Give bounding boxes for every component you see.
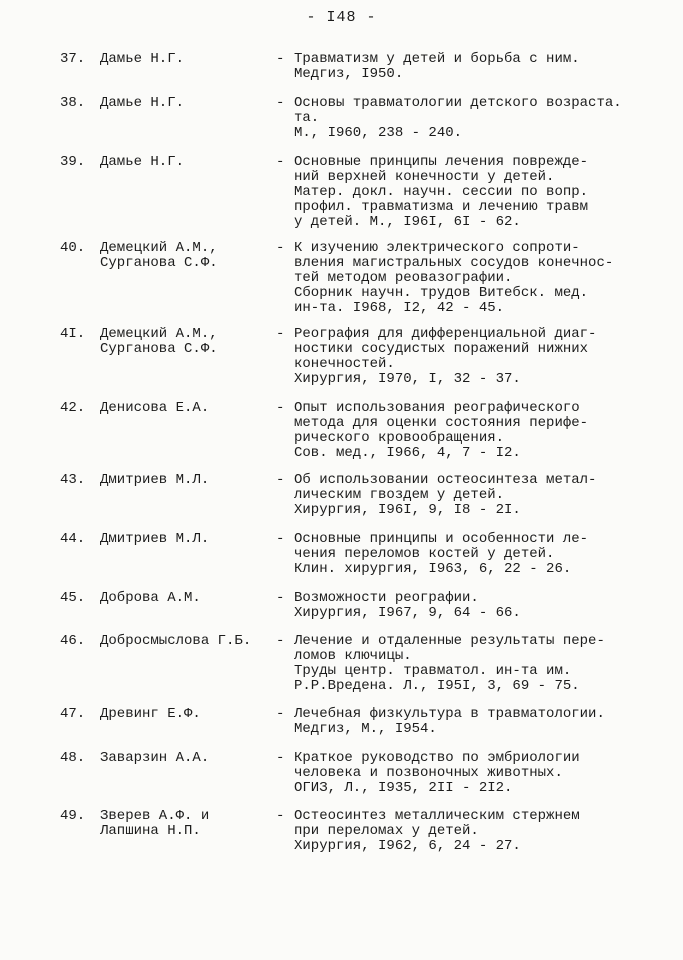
entry-author: Древинг Е.Ф. <box>100 706 201 722</box>
entry-line: вления магистральных сосудов конечнос- <box>294 255 614 271</box>
entry-number: 44. <box>60 531 86 547</box>
entry-line: ний верхней конечности у детей. <box>294 169 555 185</box>
entry-dash: - <box>276 95 285 111</box>
entry-line: тей методом реовазографии. <box>294 270 513 286</box>
entry-line: Труды центр. травматол. ин-та им. <box>294 663 572 679</box>
entry-line: Травматизм у детей и борьба с ним. <box>294 51 580 67</box>
entry-number: 47. <box>60 706 86 722</box>
entry-number: 42. <box>60 400 86 416</box>
entry-text <box>294 809 654 854</box>
entry-dash: - <box>276 326 285 342</box>
entry-text <box>294 473 654 518</box>
entry-line: Хирургия, I970, I, 32 - 37. <box>294 371 521 387</box>
entry-line: Хирургия, I962, 6, 24 - 27. <box>294 838 521 854</box>
entry-line: Лечение и отдаленные результаты пере- <box>294 633 605 649</box>
entry-number: 43. <box>60 472 86 488</box>
entry-author: Дамье Н.Г. <box>100 95 185 111</box>
entry-line: Опыт использования реографического <box>294 400 580 416</box>
entry-line: лическим гвоздем у детей. <box>294 487 505 503</box>
entry-text <box>294 327 654 387</box>
entry-line: профил. травматизма и лечению травм <box>294 199 589 215</box>
entry-author: Заварзин А.А. <box>100 750 210 766</box>
entry-dash: - <box>276 154 285 170</box>
entry-line: рического кровообращения. <box>294 430 505 446</box>
entry-dash: - <box>276 51 285 67</box>
entry-text <box>294 591 654 621</box>
entry-text <box>294 52 654 82</box>
entry-text <box>294 155 654 230</box>
entry-line: человека и позвоночных животных. <box>294 765 563 781</box>
entry-number: 45. <box>60 590 86 606</box>
entry-line: Лечебная физкультура в травматологии. <box>294 706 605 722</box>
entry-line: чения переломов костей у детей. <box>294 546 555 562</box>
entry-author: Дамье Н.Г. <box>100 154 185 170</box>
entry-line: при переломах у детей. <box>294 823 479 839</box>
entry-dash: - <box>276 531 285 547</box>
entry-text <box>294 634 654 694</box>
entry-line: ностики сосудистых поражений нижних <box>294 341 589 357</box>
entry-number: 37. <box>60 51 86 67</box>
entry-number: 48. <box>60 750 86 766</box>
entry-dash: - <box>276 240 285 256</box>
entry-author: Добросмыслова Г.Б. <box>100 633 252 649</box>
entry-author: Демецкий А.М., Сурганова С.Ф. <box>100 240 218 271</box>
entry-dash: - <box>276 400 285 416</box>
entry-line: К изучению электрического сопроти- <box>294 240 580 256</box>
entry-line: Основы травматологии детского возраста. <box>294 95 622 111</box>
entry-dash: - <box>276 590 285 606</box>
entry-author: Дмитриев М.Л. <box>100 531 210 547</box>
entry-line: ОГИЗ, Л., I935, 2II - 2I2. <box>294 780 513 796</box>
entry-number: 46. <box>60 633 86 649</box>
entry-line: Сов. мед., I966, 4, 7 - I2. <box>294 445 521 461</box>
entry-dash: - <box>276 808 285 824</box>
entry-line: Сборник научн. трудов Витебск. мед. <box>294 285 589 301</box>
entry-line: Медгиз, I950. <box>294 66 404 82</box>
entry-author: Демецкий А.М., Сурганова С.Ф. <box>100 326 218 357</box>
entry-dash: - <box>276 706 285 722</box>
entry-line: конечностей. <box>294 356 395 372</box>
entry-number: 39. <box>60 154 86 170</box>
entry-line: Об использовании остеосинтеза метал- <box>294 472 597 488</box>
entry-number: 49. <box>60 808 86 824</box>
entry-line: М., I960, 238 - 240. <box>294 125 463 141</box>
entry-author: Денисова Е.А. <box>100 400 210 416</box>
entry-author: Доброва А.М. <box>100 590 201 606</box>
entry-author: Дмитриев М.Л. <box>100 472 210 488</box>
entry-dash: - <box>276 750 285 766</box>
entry-line: ломов ключицы. <box>294 648 412 664</box>
entry-text <box>294 241 654 316</box>
entry-line: та. <box>294 110 320 126</box>
entry-dash: - <box>276 472 285 488</box>
entry-text <box>294 751 654 796</box>
entry-text <box>294 96 654 141</box>
entry-author: Дамье Н.Г. <box>100 51 185 67</box>
entry-text <box>294 532 654 577</box>
entry-number: 38. <box>60 95 86 111</box>
entry-line: метода для оценки состояния перифе- <box>294 415 589 431</box>
entry-line: Матер. докл. научн. сессии по вопр. <box>294 184 589 200</box>
entry-text <box>294 707 654 737</box>
entry-line: ин-та. I968, I2, 42 - 45. <box>294 300 505 316</box>
entry-line: Основные принципы и особенности ле- <box>294 531 589 547</box>
entry-line: Хирургия, I96I, 9, I8 - 2I. <box>294 502 521 518</box>
entry-line: Хирургия, I967, 9, 64 - 66. <box>294 605 521 621</box>
entry-text <box>294 401 654 461</box>
entry-line: Возможности реографии. <box>294 590 479 606</box>
entry-number: 4I. <box>60 326 86 342</box>
entry-line: у детей. М., I96I, 6I - 62. <box>294 214 521 230</box>
entry-line: Р.Р.Вредена. Л., I95I, 3, 69 - 75. <box>294 678 580 694</box>
entry-line: Клин. хирургия, I963, 6, 22 - 26. <box>294 561 572 577</box>
entry-dash: - <box>276 633 285 649</box>
entry-line: Медгиз, М., I954. <box>294 721 437 737</box>
entry-line: Основные принципы лечения поврежде- <box>294 154 589 170</box>
entry-line: Краткое руководство по эмбриологии <box>294 750 580 766</box>
entry-author: Зверев А.Ф. и Лапшина Н.П. <box>100 808 210 839</box>
page-number: - I48 - <box>306 9 377 26</box>
entry-number: 40. <box>60 240 86 256</box>
entry-line: Остеосинтез металлическим стержнем <box>294 808 580 824</box>
entry-line: Реография для дифференциальной диаг- <box>294 326 597 342</box>
